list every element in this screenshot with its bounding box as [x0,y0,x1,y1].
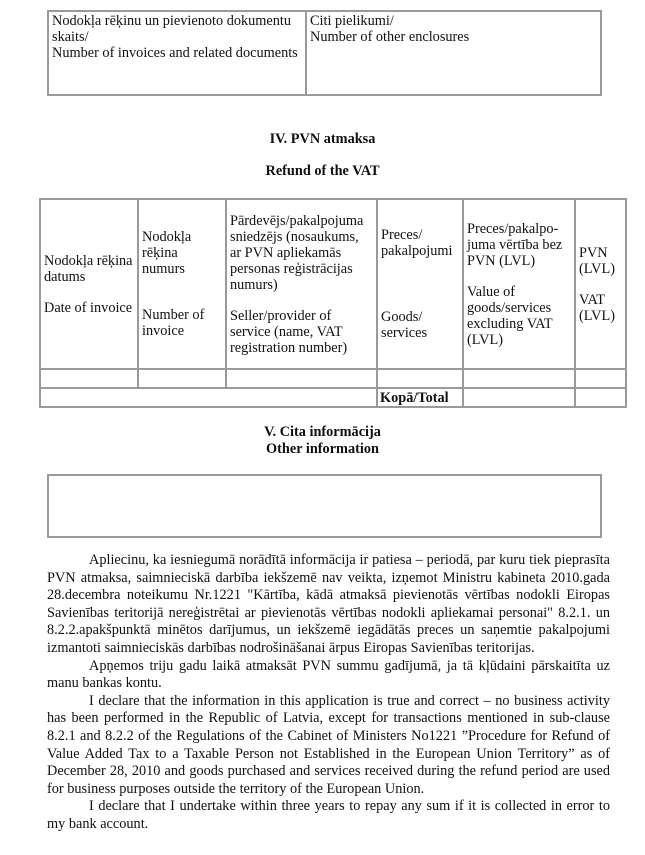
header-cell [575,199,626,369]
label-en: Number of other enclosures [310,29,470,45]
total-vat-cell[interactable] [575,388,626,407]
section-5-title: V. Cita informācija [264,424,381,440]
declaration-paragraph: Apliecinu, ka iesniegumā norādītā informācija ir patiesa – periodā, par kuru tiek pieprasīta PVN atmaksa, saimnieciskā darbība iekšzemē nav veikta, izņemot Ministru kabineta 2010.gada 28.decembra noteikumu Nr.1221 "Kārtība, kādā atmaksā pievienotās vērtības nodokli Eiropas Savienības teritorijā nereģistrētai ar pievienotās vērtības nodokli apliekamai personai" 8.2.1. un 8.2.2.apakšpunktā minētos darījumus, un iekšzemē iegādātās preces un saņemtie pakalpojumi izmantoti saimnieciskās darbības nodrošināšanai ārpus Eiropas Savienības teritorijas. [47,552,610,656]
total-row [40,388,626,407]
label-lv: Nodokļa rēķinu un pievienoto dokumentu skaits/ [52,13,292,45]
header-en: Value of goods/services excluding VAT (LVL) [467,283,553,348]
declaration-paragraph: I declare that the information in this application is true and correct – no business activity has been performed in the Republic of Latvia, except for transactions mentioned in sub-clause 8.2.1 and 8.2.2 of the Regulations of the Cabinet of Ministers No1221 ”Procedure for Refund of Value Added Tax to a Taxable Person not Established in the European Union Territory” as of December 28, 2010 and goods purchased and services received during the refund period are used for business purposes outside the territory of the European Union. [47,692,610,797]
declaration-text [47,552,610,834]
other-information-field[interactable] [47,474,602,538]
input-cell[interactable] [463,369,575,388]
total-value-cell[interactable] [463,388,575,407]
other-enclosures-cell[interactable] [306,11,601,95]
label-lv: Citi pielikumi/ [310,13,394,29]
header-lv: Preces/pakalpo-juma vērtība bez PVN (LVL) [467,220,563,269]
header-cell [226,199,377,369]
empty-cell [40,388,377,407]
header-en: Seller/provider of service (name, VAT registration number) [230,307,348,356]
header-en: VAT (LVL) [579,291,616,324]
header-lv: Pārdevējs/pakalpojuma sniedzējs (nosaukums, ar PVN apliekamās personas reģistrācijas numurs) [230,212,364,293]
label-en: Number of invoices and related documents [52,45,298,61]
input-cell[interactable] [138,369,226,388]
header-en: Goods/ services [381,309,428,341]
section-4-title: IV. PVN atmaksa [269,131,376,147]
refund-table [39,198,627,408]
header-cell [40,199,138,369]
header-cell [463,199,575,369]
section-4-subtitle: Refund of the VAT [265,163,380,179]
header-lv: Nodokļa rēķina datums [44,252,133,285]
declaration-paragraph: I declare that I undertake within three years to repay any sum if it is collected in error to my bank account. [47,798,610,832]
input-cell[interactable] [377,369,463,388]
table-row [40,369,626,388]
invoice-count-cell[interactable] [48,11,306,95]
section-5-subtitle: Other information [266,441,379,457]
header-en: Number of invoice [142,307,205,339]
header-lv: Nodokļa rēķina numurs [142,229,192,277]
input-cell[interactable] [40,369,138,388]
input-cell[interactable] [575,369,626,388]
header-cell [138,199,226,369]
header-lv: PVN (LVL) [579,244,616,277]
header-cell [377,199,463,369]
input-cell[interactable] [226,369,377,388]
header-row [40,199,626,369]
declaration-paragraph: Apņemos triju gadu laikā atmaksāt PVN summu gadījumā, ja tā kļūdaini pārskaitīta uz manu bankas kontu. [47,657,610,692]
total-label: Kopā/Total [377,388,463,407]
enclosures-table [47,10,602,96]
header-lv: Preces/ pakalpojumi [381,227,453,259]
header-en: Date of invoice [44,299,133,316]
